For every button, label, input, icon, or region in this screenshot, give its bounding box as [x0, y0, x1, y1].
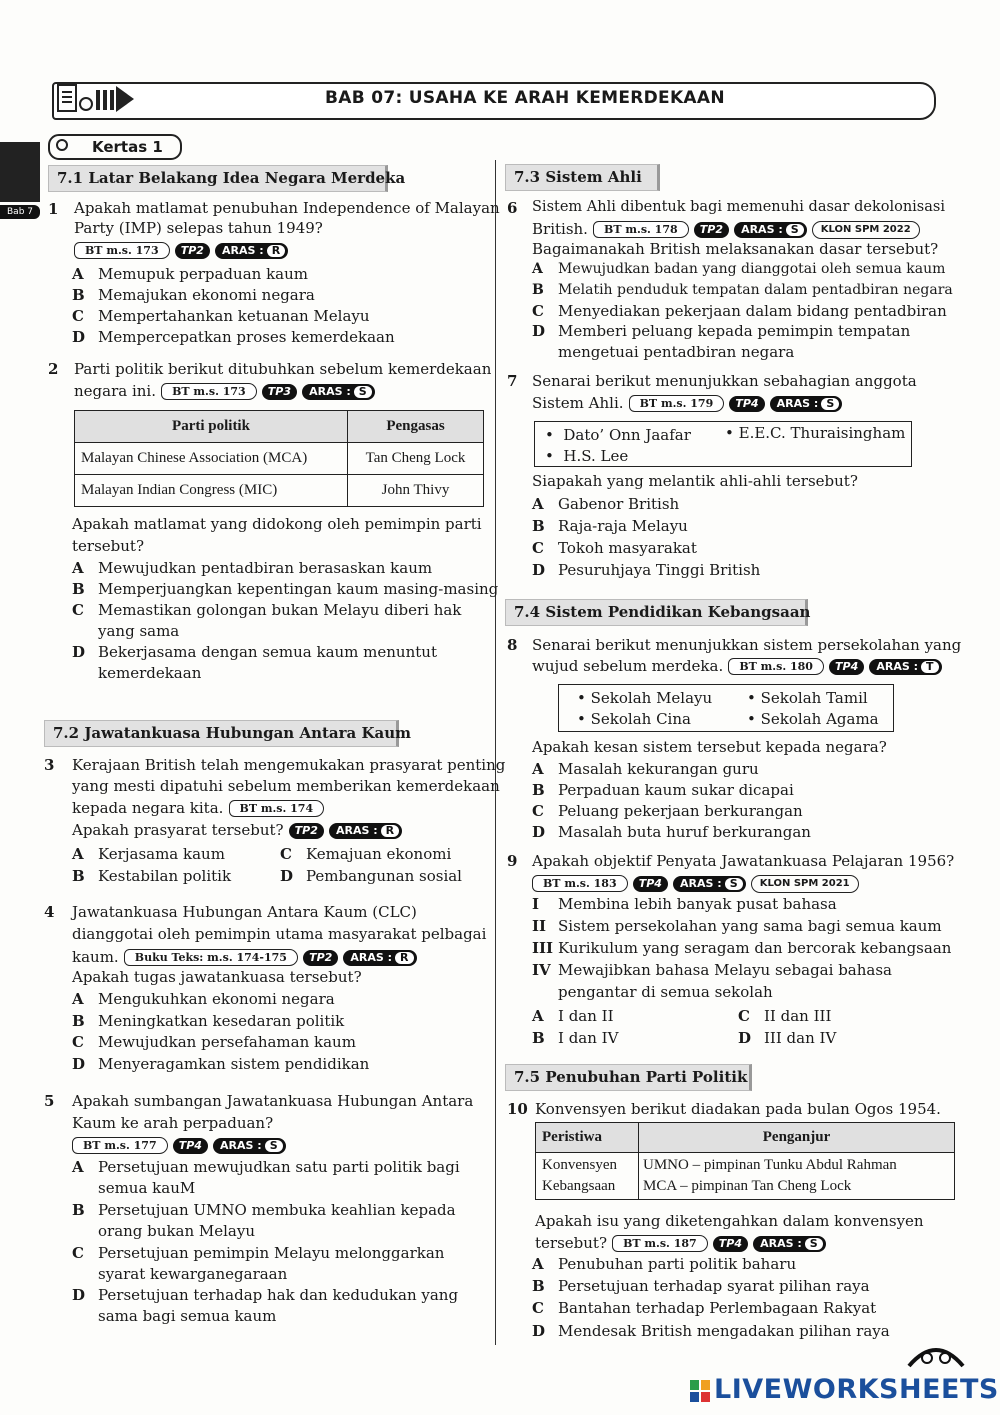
q7-option-d[interactable]: D Pesuruhjaya Tinggi British [532, 561, 761, 579]
column-divider [495, 160, 496, 1345]
textbook-ref: Buku Teks: m.s. 174-175 [124, 949, 298, 966]
q10-option-a[interactable]: A Penubuhan parti politik baharu [532, 1255, 797, 1273]
q10-table: Peristiwa Penganjur Konvensyen Kebangsaan UMNO – pimpinan Tunku Abdul Rahman MCA – pimpinan Tan Cheng Lock [535, 1122, 955, 1200]
q6-question: Bagaimanakah British melaksanakan dasar tersebut? [532, 240, 939, 258]
q2-text: Parti politik berikut ditubuhkan sebelum kemerdekaan [74, 360, 492, 378]
q2-option-b[interactable]: B Memperjuangkan kepentingan kaum masing-masing [72, 580, 499, 598]
q8-option-b[interactable]: B Perpaduan kaum sukar dicapai [532, 781, 794, 799]
tp-badge: TP2 [303, 950, 338, 966]
aras-badge: ARAS : S [302, 384, 375, 400]
q4-line3: kaum. Buku Teks: m.s. 174-175 TP2 ARAS : R [72, 947, 417, 966]
q1-option-c[interactable]: C Mempertahankan ketuanan Melayu [72, 307, 370, 325]
q8-question: Apakah kesan sistem tersebut kepada negara? [532, 738, 887, 756]
q1-option-a[interactable]: A Memupuk perpaduan kaum [72, 265, 308, 283]
circle-icon [56, 139, 68, 151]
tp-badge: TP2 [289, 823, 324, 839]
q8-option-d[interactable]: D Masalah buta huruf berkurangan [532, 823, 811, 841]
q5-tags [72, 1135, 286, 1154]
q10-line3: tersebut? BT m.s. 187 TP4 ARAS : S [535, 1233, 826, 1252]
q2-option-a[interactable]: A Mewujudkan pentadbiran berasaskan kaum [72, 559, 433, 577]
list-item: • Sekolah Melayu [577, 689, 713, 707]
textbook-ref: BT m.s. 173 [161, 383, 257, 400]
q5-option-b[interactable]: B Persetujuan UMNO membuka keahlian kepada [72, 1201, 456, 1219]
textbook-ref: BT m.s. 177 [72, 1137, 168, 1154]
aras-badge: ARAS : S [770, 396, 843, 412]
q3-option-c[interactable]: C Kemajuan ekonomi [280, 845, 452, 863]
q4-question: Apakah tugas jawatankuasa tersebut? [72, 968, 362, 986]
q9-item-3: III Kurikulum yang seragam dan bercorak kebangsaan [532, 939, 952, 957]
aras-badge: ARAS : R [329, 823, 402, 839]
q6-option-c[interactable]: C Menyediakan pekerjaan dalam bidang pentadbiran [532, 302, 947, 320]
question-5: 5 [44, 1092, 55, 1110]
section-7-4: 7.4 Sistem Pendidikan Kebangsaan [505, 599, 808, 626]
q8-text: Senarai berikut menunjukkan sistem persekolahan yang [532, 636, 962, 654]
section-7-2: 7.2 Jawatankuasa Hubungan Antara Kaum [44, 720, 399, 747]
q2-option-c-2: yang sama [98, 622, 180, 640]
question-4: 4 [44, 903, 55, 921]
q7-question: Siapakah yang melantik ahli-ahli tersebut? [532, 472, 858, 490]
chapter-title: BAB 07: USAHA KE ARAH KEMERDEKAAN [325, 88, 725, 108]
question-6: 6 [507, 199, 518, 217]
q6-option-d-2: mengetuai pentadbiran negara [558, 343, 795, 361]
q4-option-c[interactable]: C Mewujudkan persefahaman kaum [72, 1033, 356, 1051]
q5-text-2: Kaum ke arah perpaduan? [72, 1114, 274, 1132]
q5-option-c-2: syarat kewarganegaraan [98, 1265, 288, 1283]
q5-option-a[interactable]: A Persetujuan mewujudkan satu parti politik bagi [72, 1158, 460, 1176]
list-item: • Dato’ Onn Jaafar [545, 426, 691, 444]
q2-option-c[interactable]: C Memastikan golongan bukan Melayu diberi hak [72, 601, 462, 619]
q6-text: Sistem Ahli dibentuk bagi memenuhi dasar dekolonisasi [532, 199, 945, 215]
textbook-ref: BT m.s. 174 [229, 800, 325, 817]
aras-badge: ARAS : R [343, 950, 416, 966]
q2-question: Apakah matlamat yang didokong oleh pemimpin parti [72, 515, 482, 533]
textbook-ref: BT m.s. 179 [629, 395, 725, 412]
q1-option-d[interactable]: D Mempercepatkan proses kemerdekaan [72, 328, 395, 346]
q3-option-d[interactable]: D Pembangunan sosial [280, 867, 462, 885]
paper-label: Kertas 1 [48, 134, 182, 160]
tp-badge: TP4 [633, 876, 668, 892]
q10-option-d[interactable]: D Mendesak British mengadakan pilihan raya [532, 1322, 890, 1340]
question-1: 1 [48, 200, 59, 218]
q4-option-a[interactable]: A Mengukuhkan ekonomi negara [72, 990, 335, 1008]
q3-line4: Apakah prasyarat tersebut? TP2 ARAS : R [72, 820, 402, 839]
q2-question-2: tersebut? [72, 537, 144, 555]
tp-badge: TP4 [173, 1138, 208, 1154]
q6-option-a[interactable]: A Mewujudkan badan yang dianggotai oleh semua kaum [532, 261, 946, 277]
list-item: • E.E.C. Thuraisingham [725, 424, 906, 442]
question-3: 3 [44, 756, 55, 774]
q4-text: Jawatankuasa Hubungan Antara Kaum (CLC) [72, 903, 417, 921]
q7-text: Senarai berikut menunjukkan sebahagian anggota [532, 372, 917, 390]
q7-option-a[interactable]: A Gabenor British [532, 495, 680, 513]
q5-option-d-2: sama bagi semua kaum [98, 1307, 277, 1325]
textbook-ref: BT m.s. 178 [593, 221, 689, 238]
q1-tags [74, 240, 288, 259]
q3-option-b[interactable]: B Kestabilan politik [72, 867, 232, 885]
list-item: • Sekolah Agama [747, 710, 879, 728]
question-8: 8 [507, 636, 518, 654]
section-7-3: 7.3 Sistem Ahli [505, 164, 660, 191]
q3-text: Kerajaan British telah mengemukakan prasyarat penting [72, 756, 506, 774]
q9-option-b[interactable]: B I dan IV [532, 1029, 619, 1047]
aras-badge: ARAS : S [753, 1236, 826, 1252]
q2-option-d[interactable]: D Bekerjasama dengan semua kaum menuntut [72, 643, 437, 661]
aras-badge: ARAS : R [215, 243, 288, 259]
section-7-1: 7.1 Latar Belakang Idea Negara Merdeka [48, 165, 388, 192]
q8-line2: wujud sebelum merdeka. BT m.s. 180 TP4 ARAS : T [532, 656, 942, 675]
question-7: 7 [507, 372, 518, 390]
smiley-icon [905, 1340, 967, 1368]
q10-question: Apakah isu yang diketengahkan dalam konvensyen [535, 1212, 924, 1230]
klon-badge: KLON SPM 2021 [751, 875, 859, 893]
q8-option-c[interactable]: C Peluang pekerjaan berkurangan [532, 802, 803, 820]
klon-badge: KLON SPM 2022 [812, 221, 920, 239]
q5-option-c[interactable]: C Persetujuan pemimpin Melayu melonggarkan [72, 1244, 445, 1262]
q5-option-a-2: semua kauM [98, 1179, 196, 1197]
q3-line3: kepada negara kita. BT m.s. 174 [72, 798, 324, 817]
bab-tag: Bab 7 [0, 205, 40, 219]
q9-item-2: II Sistem persekolahan yang sama bagi semua kaum [532, 917, 942, 935]
aras-badge: ARAS : S [673, 876, 746, 892]
tp-badge: TP4 [713, 1236, 748, 1252]
tp-badge: TP3 [262, 384, 297, 400]
q10-text: Konvensyen berikut diadakan pada bulan Ogos 1954. [535, 1100, 941, 1118]
q5-text: Apakah sumbangan Jawatankuasa Hubungan Antara [72, 1092, 474, 1110]
q9-text: Apakah objektif Penyata Jawatankuasa Pelajaran 1956? [532, 852, 955, 870]
qr-code-icon [0, 142, 40, 202]
q7-option-b[interactable]: B Raja-raja Melayu [532, 517, 688, 535]
q9-item-4-2: pengantar di semua sekolah [558, 983, 773, 1001]
q9-option-a[interactable]: A I dan II [532, 1007, 614, 1025]
q3-option-a[interactable]: A Kerjasama kaum [72, 845, 225, 863]
q1-text: Apakah matlamat penubuhan Independence of Malayan [74, 199, 500, 217]
q2-line2: negara ini. BT m.s. 173 TP3 ARAS : S [74, 381, 375, 400]
list-item: • Sekolah Tamil [747, 689, 868, 707]
section-7-5: 7.5 Penubuhan Parti Politik [505, 1064, 752, 1091]
q6-option-b[interactable]: B Melatih penduduk tempatan dalam pentadbiran negara [532, 282, 953, 298]
tp-badge: TP4 [829, 659, 864, 675]
q4-option-d[interactable]: D Menyeragamkan sistem pendidikan [72, 1055, 370, 1073]
question-9: 9 [507, 852, 518, 870]
q7-line2: Sistem Ahli. BT m.s. 179 TP4 ARAS : S [532, 393, 842, 412]
q5-option-d[interactable]: D Persetujuan terhadap hak dan kedudukan yang [72, 1286, 459, 1304]
q9-item-1: I Membina lebih banyak pusat bahasa [532, 895, 837, 913]
q2-table: Parti politik Pengasas Malayan Chinese Association (MCA) Tan Cheng Lock Malayan Indian Congress (MIC) John Thivy [74, 410, 484, 507]
textbook-ref: BT m.s. 183 [532, 875, 628, 892]
chapter-icon [56, 82, 136, 116]
q1-option-b[interactable]: B Memajukan ekonomi negara [72, 286, 315, 304]
q6-option-d[interactable]: D Memberi peluang kepada pemimpin tempatan [532, 322, 911, 340]
q10-option-b[interactable]: B Persetujuan terhadap syarat pilihan raya [532, 1277, 870, 1295]
q5-option-b-2: orang bukan Melayu [98, 1222, 256, 1240]
q3-text-2: yang mesti dipatuhi sebelum memberikan kemerdekaan [72, 777, 500, 795]
q4-text-2: dianggotai oleh pemimpin utama masyarakat pelbagai [72, 925, 487, 943]
brand-footer[interactable]: LIVEWORKSHEETS [714, 1374, 999, 1405]
q7-list-box [534, 421, 912, 467]
tp-badge: TP2 [175, 243, 210, 259]
q9-option-d[interactable]: D III dan IV [738, 1029, 837, 1047]
aras-badge: ARAS : T [869, 659, 941, 675]
tp-badge: TP2 [694, 222, 729, 238]
textbook-ref: BT m.s. 173 [74, 242, 170, 259]
list-item: • H.S. Lee [545, 447, 629, 465]
q2-option-d-2: kemerdekaan [98, 664, 202, 682]
q7-option-c[interactable]: C Tokoh masyarakat [532, 539, 697, 557]
aras-badge: ARAS : S [734, 222, 807, 238]
question-2: 2 [48, 360, 59, 378]
tp-badge: TP4 [729, 396, 764, 412]
q9-option-c[interactable]: C II dan III [738, 1007, 832, 1025]
question-10: 10 [507, 1100, 528, 1118]
q9-tags [532, 873, 859, 893]
textbook-ref: BT m.s. 180 [728, 658, 824, 675]
q1-text-2: Party (IMP) selepas tahun 1949? [74, 219, 323, 237]
list-item: • Sekolah Cina [577, 710, 691, 728]
q10-option-c[interactable]: C Bantahan terhadap Perlembagaan Rakyat [532, 1299, 877, 1317]
q9-item-4: IV Mewajibkan bahasa Melayu sebagai bahasa [532, 961, 892, 979]
textbook-ref: BT m.s. 187 [612, 1235, 708, 1252]
q4-option-b[interactable]: B Meningkatkan kesedaran politik [72, 1012, 345, 1030]
liveworksheets-logo-icon [690, 1380, 710, 1402]
q8-option-a[interactable]: A Masalah kekurangan guru [532, 760, 759, 778]
q6-line2: British. BT m.s. 178 TP2 ARAS : S KLON SPM 2022 [532, 219, 920, 239]
q8-list-box [558, 684, 894, 732]
aras-badge: ARAS : S [213, 1138, 286, 1154]
